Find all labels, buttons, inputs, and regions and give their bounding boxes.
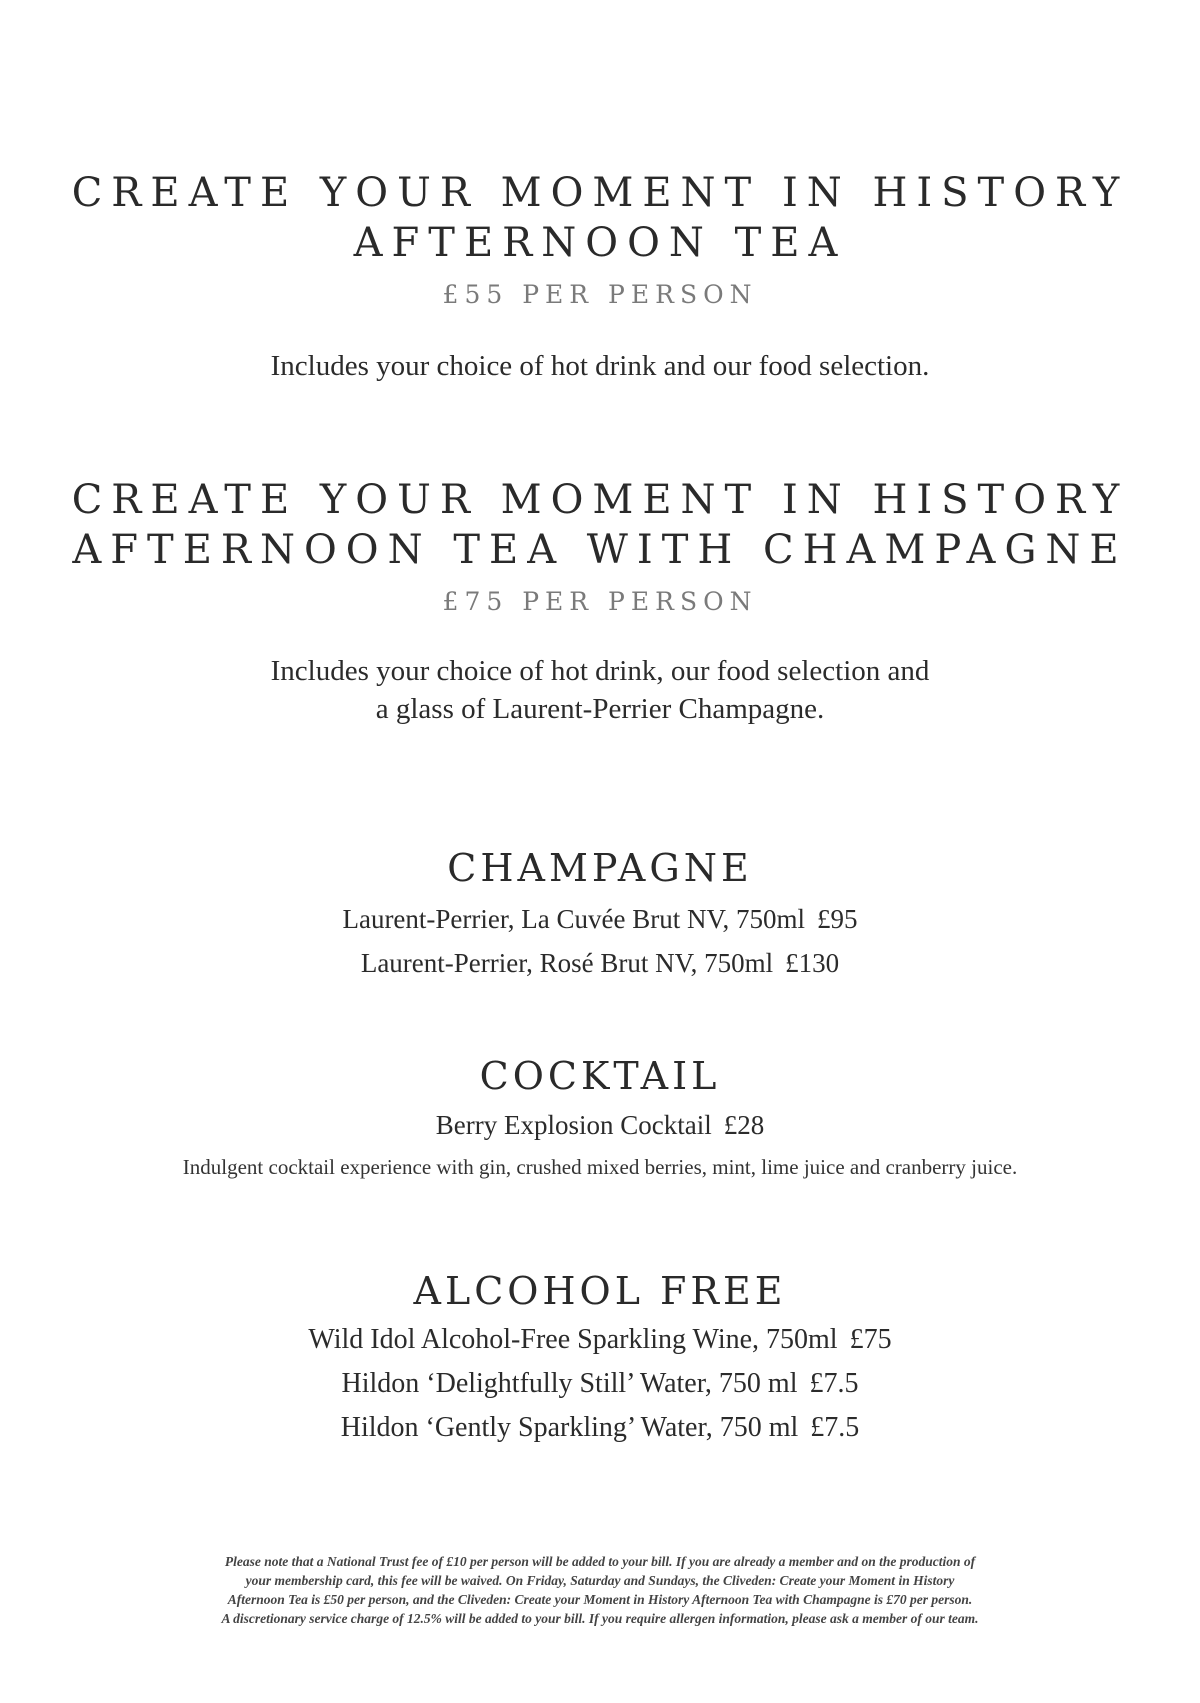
- offer-description-line2: a glass of Laurent-Perrier Champagne.: [375, 693, 825, 725]
- menu-item: [0, 1362, 1200, 1406]
- section-heading: COCKTAIL: [479, 1054, 721, 1098]
- item-name: Hildon ‘Gently Sparkling’ Water, 750 ml: [340, 1412, 799, 1443]
- item-name: Laurent-Perrier, La Cuvée Brut NV, 750ml: [342, 904, 806, 934]
- champagne-section: [0, 845, 1200, 985]
- alcohol-free-section: [0, 1268, 1200, 1450]
- offer-title-line1: CREATE YOUR MOMENT IN HISTORY: [71, 170, 1129, 216]
- footer-note-line1: Please note that a National Trust fee of £10 per person will be added to your bill. If you are already a member and on the production of: [224, 1554, 976, 1569]
- offer-title-line2: AFTERNOON TEA: [353, 220, 847, 266]
- menu-item: [0, 1103, 1200, 1147]
- item-price: £28: [723, 1110, 765, 1140]
- item-price: £7.5: [809, 1368, 859, 1399]
- item-name: Wild Idol Alcohol-Free Sparkling Wine, 750ml: [308, 1324, 838, 1355]
- item-price: £75: [849, 1324, 892, 1355]
- offer-price: £75 PER PERSON: [442, 587, 758, 616]
- item-price: £7.5: [810, 1412, 860, 1443]
- offer-afternoon-tea-champagne: [0, 475, 1200, 616]
- cocktail-section: [0, 1053, 1200, 1181]
- section-heading: ALCOHOL FREE: [413, 1269, 787, 1313]
- menu-item: [0, 1318, 1200, 1362]
- item-name: Berry Explosion Cocktail: [435, 1110, 712, 1140]
- offer-price: £55 PER PERSON: [442, 280, 758, 309]
- offer-afternoon-tea: [0, 168, 1200, 309]
- item-price: £95: [817, 904, 858, 934]
- offer-title-line1: CREATE YOUR MOMENT IN HISTORY: [71, 477, 1129, 523]
- menu-item: [0, 1406, 1200, 1450]
- menu-item: [0, 897, 1200, 941]
- footer-note-line2: your membership card, this fee will be waived. On Friday, Saturday and Sundays, the Cliveden: Create your Moment in History: [245, 1573, 955, 1588]
- footer-note-line4: A discretionary service charge of 12.5% will be added to your bill. If you require allergen information, please ask a member of our team.: [221, 1611, 979, 1626]
- offer-title-line2: AFTERNOON TEA WITH CHAMPAGNE: [72, 527, 1128, 573]
- offer-description-text: Includes your choice of hot drink and our food selection.: [270, 350, 930, 382]
- item-description: Indulgent cocktail experience with gin, crushed mixed berries, mint, lime juice and cranberry juice.: [182, 1155, 1018, 1179]
- footer-note-line3: Afternoon Tea is £50 per person, and the Cliveden: Create your Moment in History Afternoon Tea with Champagne is £70 per person.: [227, 1592, 973, 1607]
- item-name: Hildon ‘Delightfully Still’ Water, 750 ml: [341, 1368, 798, 1399]
- item-price: £130: [785, 948, 840, 978]
- item-name: Laurent-Perrier, Rosé Brut NV, 750ml: [360, 948, 774, 978]
- menu-item: [0, 941, 1200, 985]
- section-heading: CHAMPAGNE: [447, 846, 753, 890]
- offer-description: [0, 347, 1200, 385]
- footer-note: [0, 1552, 1200, 1628]
- offer-description: [0, 652, 1200, 728]
- offer-description-line1: Includes your choice of hot drink, our food selection and: [270, 655, 930, 687]
